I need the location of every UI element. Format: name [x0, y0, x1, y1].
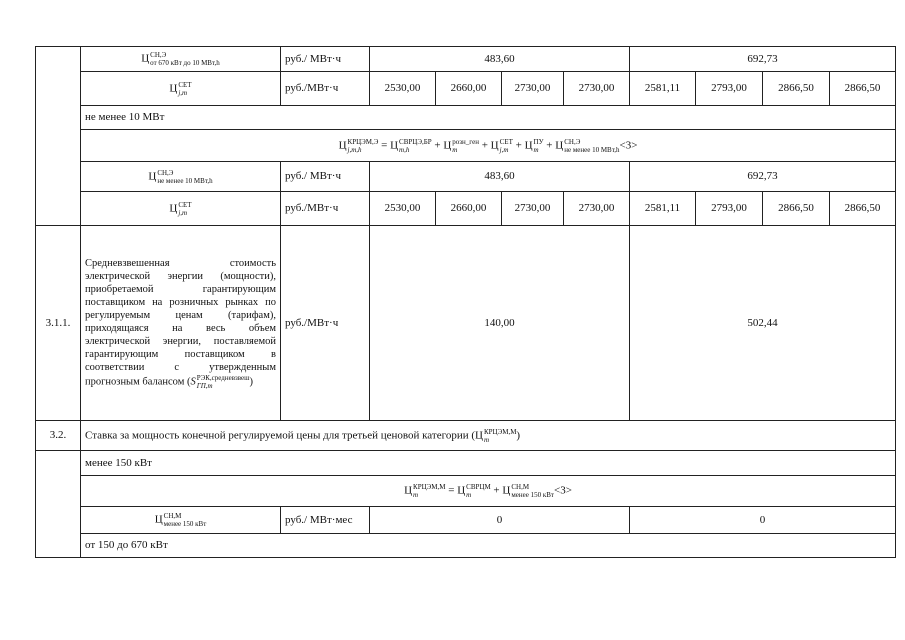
- unit-cell: руб./ МВт·ч: [281, 47, 370, 72]
- value-cell: 2730,00: [502, 72, 564, 106]
- symbol-cell: Ц СН,М менее 150 кВт: [81, 507, 281, 534]
- value-cell: 2530,00: [370, 192, 436, 226]
- value-cell: 2866,50: [830, 72, 896, 106]
- table-row: [36, 534, 896, 558]
- section-heading: Ставка за мощность конечной регулируемой цены для третьей ценовой категории (Ц КРЦЭМ,М m ): [81, 421, 896, 451]
- value-cell: 2866,50: [763, 192, 830, 226]
- section-label: не менее 10 МВт: [81, 106, 896, 130]
- section-label: менее 150 кВт: [81, 451, 896, 476]
- unit-cell: руб./ МВт·ч: [281, 162, 370, 192]
- table-row: [36, 72, 896, 106]
- table-row: [36, 47, 896, 72]
- value-cell: 140,00: [370, 226, 630, 421]
- unit-cell: руб./МВт·ч: [281, 72, 370, 106]
- table-row: [36, 162, 896, 192]
- value-cell: 0: [630, 507, 896, 534]
- value-cell: 2530,00: [370, 72, 436, 106]
- value-cell: 692,73: [630, 162, 896, 192]
- value-cell: 2660,00: [436, 192, 502, 226]
- unit-cell: руб./МВт·ч: [281, 192, 370, 226]
- value-cell: 0: [370, 507, 630, 534]
- table-row: [36, 476, 896, 507]
- symbol-cell: Ц СЕТ j,m: [81, 72, 281, 106]
- value-cell: 502,44: [630, 226, 896, 421]
- symbol-cell: Ц СЕТ j,m: [81, 192, 281, 226]
- item-description: Средневзвешенная стоимость электрической энергии (мощности), приобретаемой гарантирующим поставщиком на розничных рынках по регулируемым ценам (тарифам), приходящаяся на весь объем электрической энергии, поставляемой гарантирующим поставщиком в соответствии с утвержденным прогнозным балансом (S РЭК,средневзвеш ГП,m ): [81, 226, 281, 421]
- table-row: [36, 192, 896, 226]
- value-cell: 2793,00: [696, 72, 763, 106]
- value-cell: 2866,50: [763, 72, 830, 106]
- table-row: [36, 451, 896, 476]
- value-cell: 483,60: [370, 47, 630, 72]
- symbol-cell: Ц СН,Э от 670 кВт до 10 МВт,h: [81, 47, 281, 72]
- formula: Ц КРЦЭМ,М m = Ц СВРЦМ m + Ц СН,М менее 150 кВт <3>: [81, 476, 896, 507]
- item-number: 3.2.: [36, 421, 81, 451]
- value-cell: 2730,00: [502, 192, 564, 226]
- tariff-table: [35, 46, 896, 558]
- formula: Ц КРЦЭМ,Э j,m,h = Ц СВРЦЭ,БР m,h + Ц розн_ген m + Ц СЕТ j,m + Ц ПУ m + Ц СН,Э не менее 10 МВт,h <3>: [81, 130, 896, 162]
- table-row: [36, 106, 896, 130]
- value-cell: 2793,00: [696, 192, 763, 226]
- value-cell: 2730,00: [564, 192, 630, 226]
- table-row: [36, 226, 896, 421]
- unit-cell: руб./МВт·ч: [281, 226, 370, 421]
- value-cell: 692,73: [630, 47, 896, 72]
- symbol-cell: Ц СН,Э не менее 10 МВт,h: [81, 162, 281, 192]
- table-row: [36, 507, 896, 534]
- value-cell: 483,60: [370, 162, 630, 192]
- table-row: [36, 421, 896, 451]
- table-row: [36, 130, 896, 162]
- value-cell: 2660,00: [436, 72, 502, 106]
- value-cell: 2866,50: [830, 192, 896, 226]
- value-cell: 2730,00: [564, 72, 630, 106]
- section-label: от 150 до 670 кВт: [81, 534, 896, 558]
- value-cell: 2581,11: [630, 72, 696, 106]
- unit-cell: руб./ МВт·мес: [281, 507, 370, 534]
- item-number: 3.1.1.: [36, 226, 81, 421]
- number-cell: [36, 451, 81, 558]
- value-cell: 2581,11: [630, 192, 696, 226]
- number-cell: [36, 47, 81, 226]
